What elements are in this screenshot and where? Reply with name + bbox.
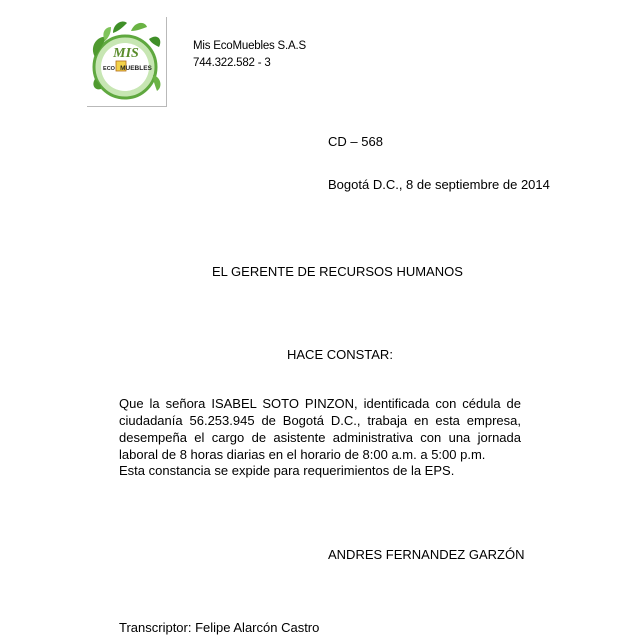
- issuer-title: EL GERENTE DE RECURSOS HUMANOS: [212, 264, 463, 279]
- transcriber-line: Transcriptor: Felipe Alarcón Castro: [119, 620, 320, 635]
- svg-text:MUEBLES: MUEBLES: [120, 65, 152, 72]
- company-name: Mis EcoMuebles S.A.S: [193, 40, 306, 52]
- svg-text:MIS: MIS: [113, 46, 139, 61]
- svg-text:ECO: ECO: [103, 66, 115, 72]
- signer-name: ANDRES FERNANDEZ GARZÓN: [328, 547, 525, 562]
- company-logo: [87, 17, 167, 107]
- document-reference: CD – 568: [328, 134, 383, 149]
- company-phone: 744.322.582 - 3: [193, 57, 271, 69]
- logo-frame: [87, 17, 167, 107]
- certification-heading: HACE CONSTAR:: [287, 347, 393, 362]
- document-date: Bogotá D.C., 8 de septiembre de 2014: [328, 177, 550, 192]
- certificate-body: Que la señora ISABEL SOTO PINZON, identificada con cédula de ciudadanía 56.253.945 de Bogotá D.C., trabaja en esta empresa, desempeña el cargo de asistente administrativa con una jornada laboral de 8 horas diarias en el horario de 8:00 a.m. a 5:00 p.m.: [119, 396, 521, 462]
- company-info: [193, 38, 306, 72]
- purpose-statement: Esta constancia se expide para requerimientos de la EPS.: [119, 463, 455, 478]
